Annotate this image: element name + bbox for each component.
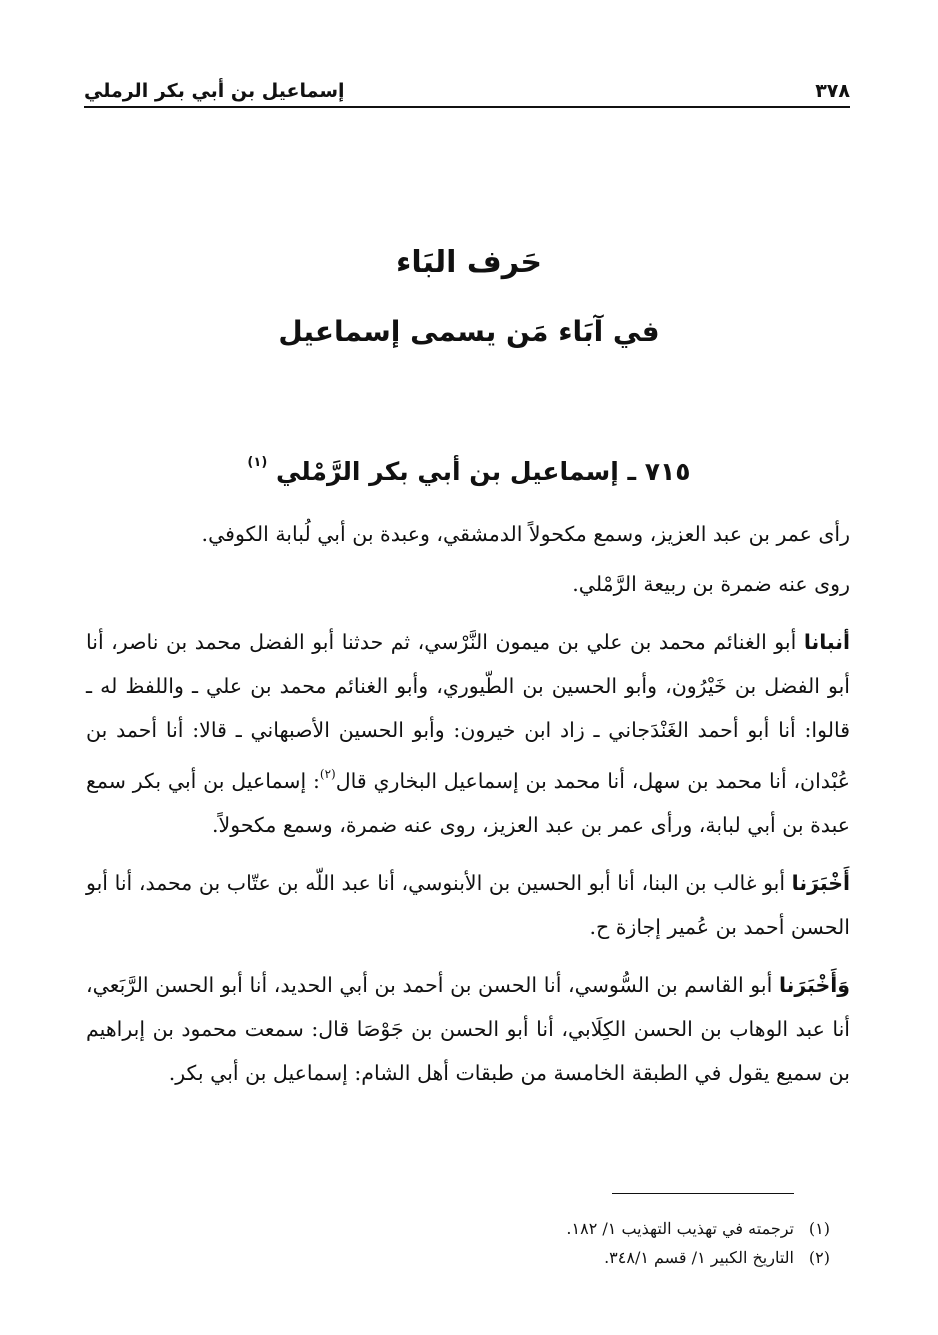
narration-keyword: أنبانا <box>803 630 850 654</box>
footnotes <box>86 1214 830 1272</box>
paragraph-1: رأى عمر بن عبد العزيز، وسمع مكحولاً الدمشقي، وعبدة بن أبي لُبابة الكوفي. <box>201 522 850 546</box>
paragraph-3 <box>86 620 850 847</box>
paragraph-5 <box>86 963 850 1095</box>
footnote-separator <box>612 1193 794 1194</box>
entry-name: إسماعيل بن أبي بكر الرَّمْلي <box>275 457 619 486</box>
chapter-title: حَرف البَاء <box>396 245 542 280</box>
paragraph-4 <box>86 861 850 949</box>
chapter-subtitle: في آبَاء مَن يسمى إسماعيل <box>278 315 660 348</box>
footnote-text: التاريخ الكبير ١/ قسم ٣٤٨/١. <box>604 1248 794 1267</box>
header-rule <box>84 106 850 108</box>
paragraph-4-text: أبو غالب بن البنا، أنا أبو الحسين بن الأبنوسي، أنا عبد اللّه بن عتّاب بن محمد، أنا أبو الحسن أحمد بن عُمير إجازة ح. <box>86 871 850 939</box>
paragraph-2: روى عنه ضمرة بن ربيعة الرَّمْلي. <box>572 572 850 596</box>
footnote-2 <box>86 1243 830 1272</box>
running-title: إسماعيل بن أبي بكر الرملي <box>84 80 345 102</box>
footnote-number: (٢) <box>808 1248 830 1267</box>
paragraph-3-text-a: أبو الغنائم محمد بن علي بن ميمون النَّرْسي، ثم حدثنا أبو الفضل محمد بن ناصر، أنا أبو الفضل بن خَيْرُون، وأبو الحسين بن الطّيوري، وأبو الغنائم محمد بن علي ـ واللفظ له ـ قالوا: أنا أبو أحمد الغَنْدَجاني ـ زاد ابن خيرون: وأبو الحسين الأصبهاني ـ قالا: أنا أحمد بن عُبْدان، أنا محمد بن سهل، أنا محمد بن إسماعيل البخاري قال <box>86 630 850 793</box>
entry-heading <box>0 455 938 486</box>
paragraph-5-text: أبو القاسم بن السُّوسي، أنا الحسن بن أحمد بن أبي الحديد، أنا أبو الحسن الرَّبَعي، أنا عبد الوهاب بن الحسن الكِلَابي، أنا أبو الحسن بن جَوْصَا قال: سمعت محمود بن إبراهيم بن سميع يقول في الطبقة الخامسة من طبقات أهل الشام: إسماعيل بن أبي بكر. <box>86 973 850 1085</box>
entry-body <box>86 512 850 1109</box>
narration-keyword: أَخْبَرَنا <box>791 871 850 895</box>
footnote-ref-2: (٢) <box>319 767 336 781</box>
entry-number: ٧١٥ <box>644 457 691 486</box>
paragraph-3-text-b: : إسماعيل بن أبي بكر سمع عبدة بن أبي لبابة، ورأى عمر بن عبد العزيز، روى عنه ضمرة، وسمع مكحولاً. <box>86 769 850 837</box>
footnote-text: ترجمته في تهذيب التهذيب ١/ ١٨٢. <box>566 1219 794 1238</box>
narration-keyword: وَأَخْبَرَنا <box>778 973 850 997</box>
page-number: ٣٧٨ <box>815 80 850 102</box>
entry-separator: ـ <box>627 457 637 486</box>
entry-footnote-ref: (١) <box>247 455 268 470</box>
footnote-number: (١) <box>808 1219 830 1238</box>
footnote-1 <box>86 1214 830 1243</box>
running-head <box>84 62 850 102</box>
